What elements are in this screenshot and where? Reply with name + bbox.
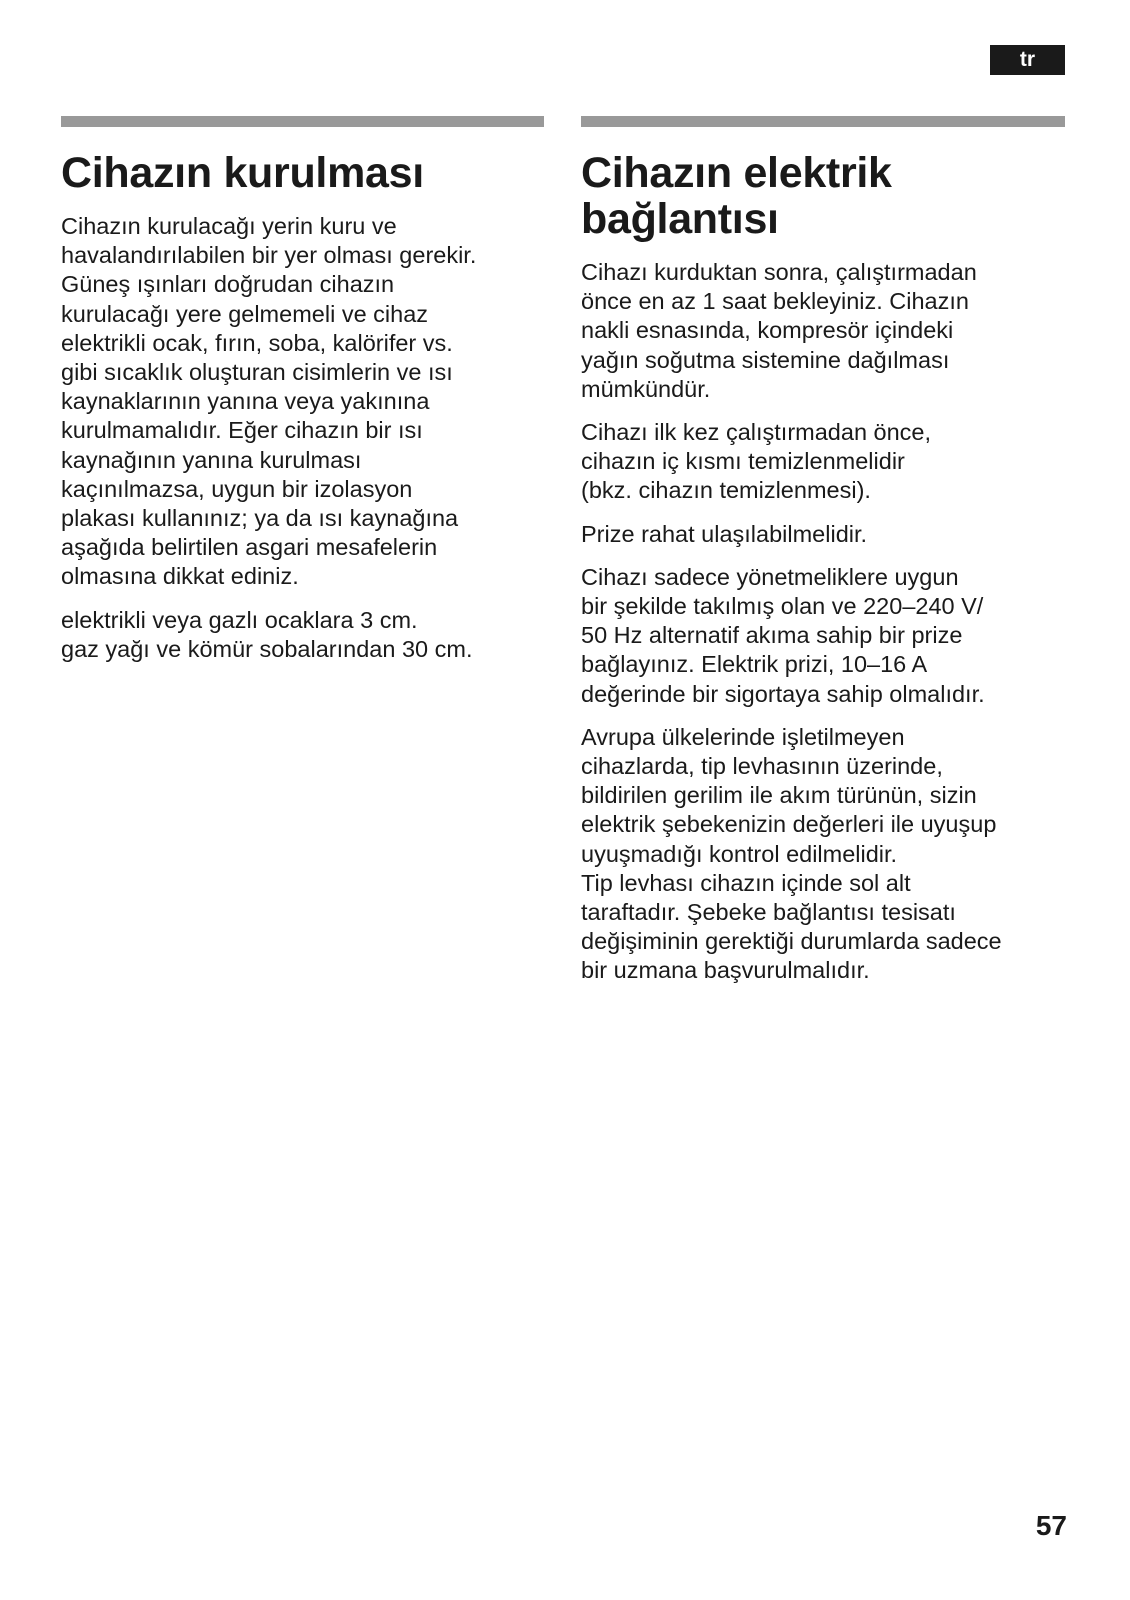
section-installation — [61, 116, 544, 678]
text-line: yağın soğutma sistemine dağılması — [581, 346, 950, 373]
text-line: Cihazın kurulacağı yerin kuru ve — [61, 213, 397, 239]
section-electrical-connection — [581, 116, 1065, 1000]
text-line: Güneş ışınları doğrudan cihazın — [61, 271, 395, 298]
text-line: (bkz. cihazın temizlenmesi). — [581, 477, 871, 504]
page-number: 57 — [1035, 1510, 1067, 1541]
section-title: Cihazın kurulması — [61, 149, 424, 197]
text-line: havalandırılabilen bir yer olması gerekir. — [61, 242, 477, 269]
text-line: değerinde bir sigortaya sahip olmalıdır. — [581, 680, 985, 707]
text-line: nakli esnasında, kompresör içindeki — [581, 317, 954, 344]
section-divider — [581, 116, 1065, 127]
text-line: cihazın iç kısmı temizlenmelidir — [581, 448, 905, 475]
title-line: Cihazın elektrik — [581, 149, 892, 197]
text-line: değişiminin gerektiği durumlarda sadece — [581, 928, 1002, 955]
text-line: Cihazı kurduktan sonra, çalıştırmadan — [581, 259, 977, 285]
text-line: gaz yağı ve kömür sobalarından 30 cm. — [61, 635, 473, 662]
text-line: 50 Hz alternatif akıma sahip bir prize — [581, 622, 963, 649]
text-line: kaynaklarının yanına veya yakınına — [61, 388, 430, 415]
paragraph — [581, 258, 1065, 404]
section-divider — [61, 116, 544, 127]
text-line: uyuşmadığı kontrol edilmelidir. — [581, 840, 898, 867]
text-line: kurulacağı yere gelmemeli ve cihaz — [61, 300, 429, 327]
text-line: bir uzmana başvurulmalıdır. — [581, 957, 870, 984]
text-line: bildirilen gerilim ile akım türünün, sizin — [581, 782, 977, 809]
text-line: önce en az 1 saat bekleyiniz. Cihazın — [581, 288, 969, 315]
text-line: Cihazı sadece yönetmeliklere uygun — [581, 563, 959, 590]
text-line: aşağıda belirtilen asgari mesafelerin — [61, 534, 438, 561]
text-line: bir şekilde takılmış olan ve 220‒240 V/ — [581, 593, 984, 620]
text-line: Cihazı ilk kez çalıştırmadan önce, — [581, 419, 932, 446]
paragraph — [581, 520, 1065, 549]
paragraph — [581, 418, 1065, 506]
text-line: Avrupa ülkelerinde işletilmeyen — [581, 723, 905, 750]
title-line: bağlantısı — [581, 195, 779, 243]
language-badge: tr — [990, 45, 1065, 75]
text-line: taraftadır. Şebeke bağlantısı tesisatı — [581, 899, 956, 926]
section-title — [581, 150, 1065, 242]
text-line: elektrik şebekenizin değerleri ile uyuşup — [581, 811, 997, 838]
paragraph — [61, 212, 544, 592]
text-line: kaçınılmazsa, uygun bir izolasyon — [61, 475, 413, 502]
text-line: mümkündür. — [581, 375, 711, 402]
paragraph — [581, 723, 1065, 986]
paragraph — [581, 563, 1065, 709]
text-line: gibi sıcaklık oluşturan cisimlerin ve ısı — [61, 359, 453, 386]
text-line: cihazlarda, tip levhasının üzerinde, — [581, 753, 943, 780]
text-line: kaynağının yanına kurulması — [61, 446, 362, 473]
text-line: bağlayınız. Elektrik prizi, 10‒16 A — [581, 651, 928, 678]
text-line: olmasına dikkat ediniz. — [61, 563, 299, 590]
paragraph — [61, 606, 544, 664]
text-line: plakası kullanınız; ya da ısı kaynağına — [61, 505, 459, 532]
text-line: Prize rahat ulaşılabilmelidir. — [581, 520, 868, 547]
text-line: kurulmamalıdır. Eğer cihazın bir ısı — [61, 417, 423, 444]
text-line: Tip levhası cihazın içinde sol alt — [581, 869, 911, 896]
text-line: elektrikli veya gazlı ocaklara 3 cm. — [61, 606, 418, 633]
text-line: elektrikli ocak, fırın, soba, kalörifer vs. — [61, 329, 453, 356]
